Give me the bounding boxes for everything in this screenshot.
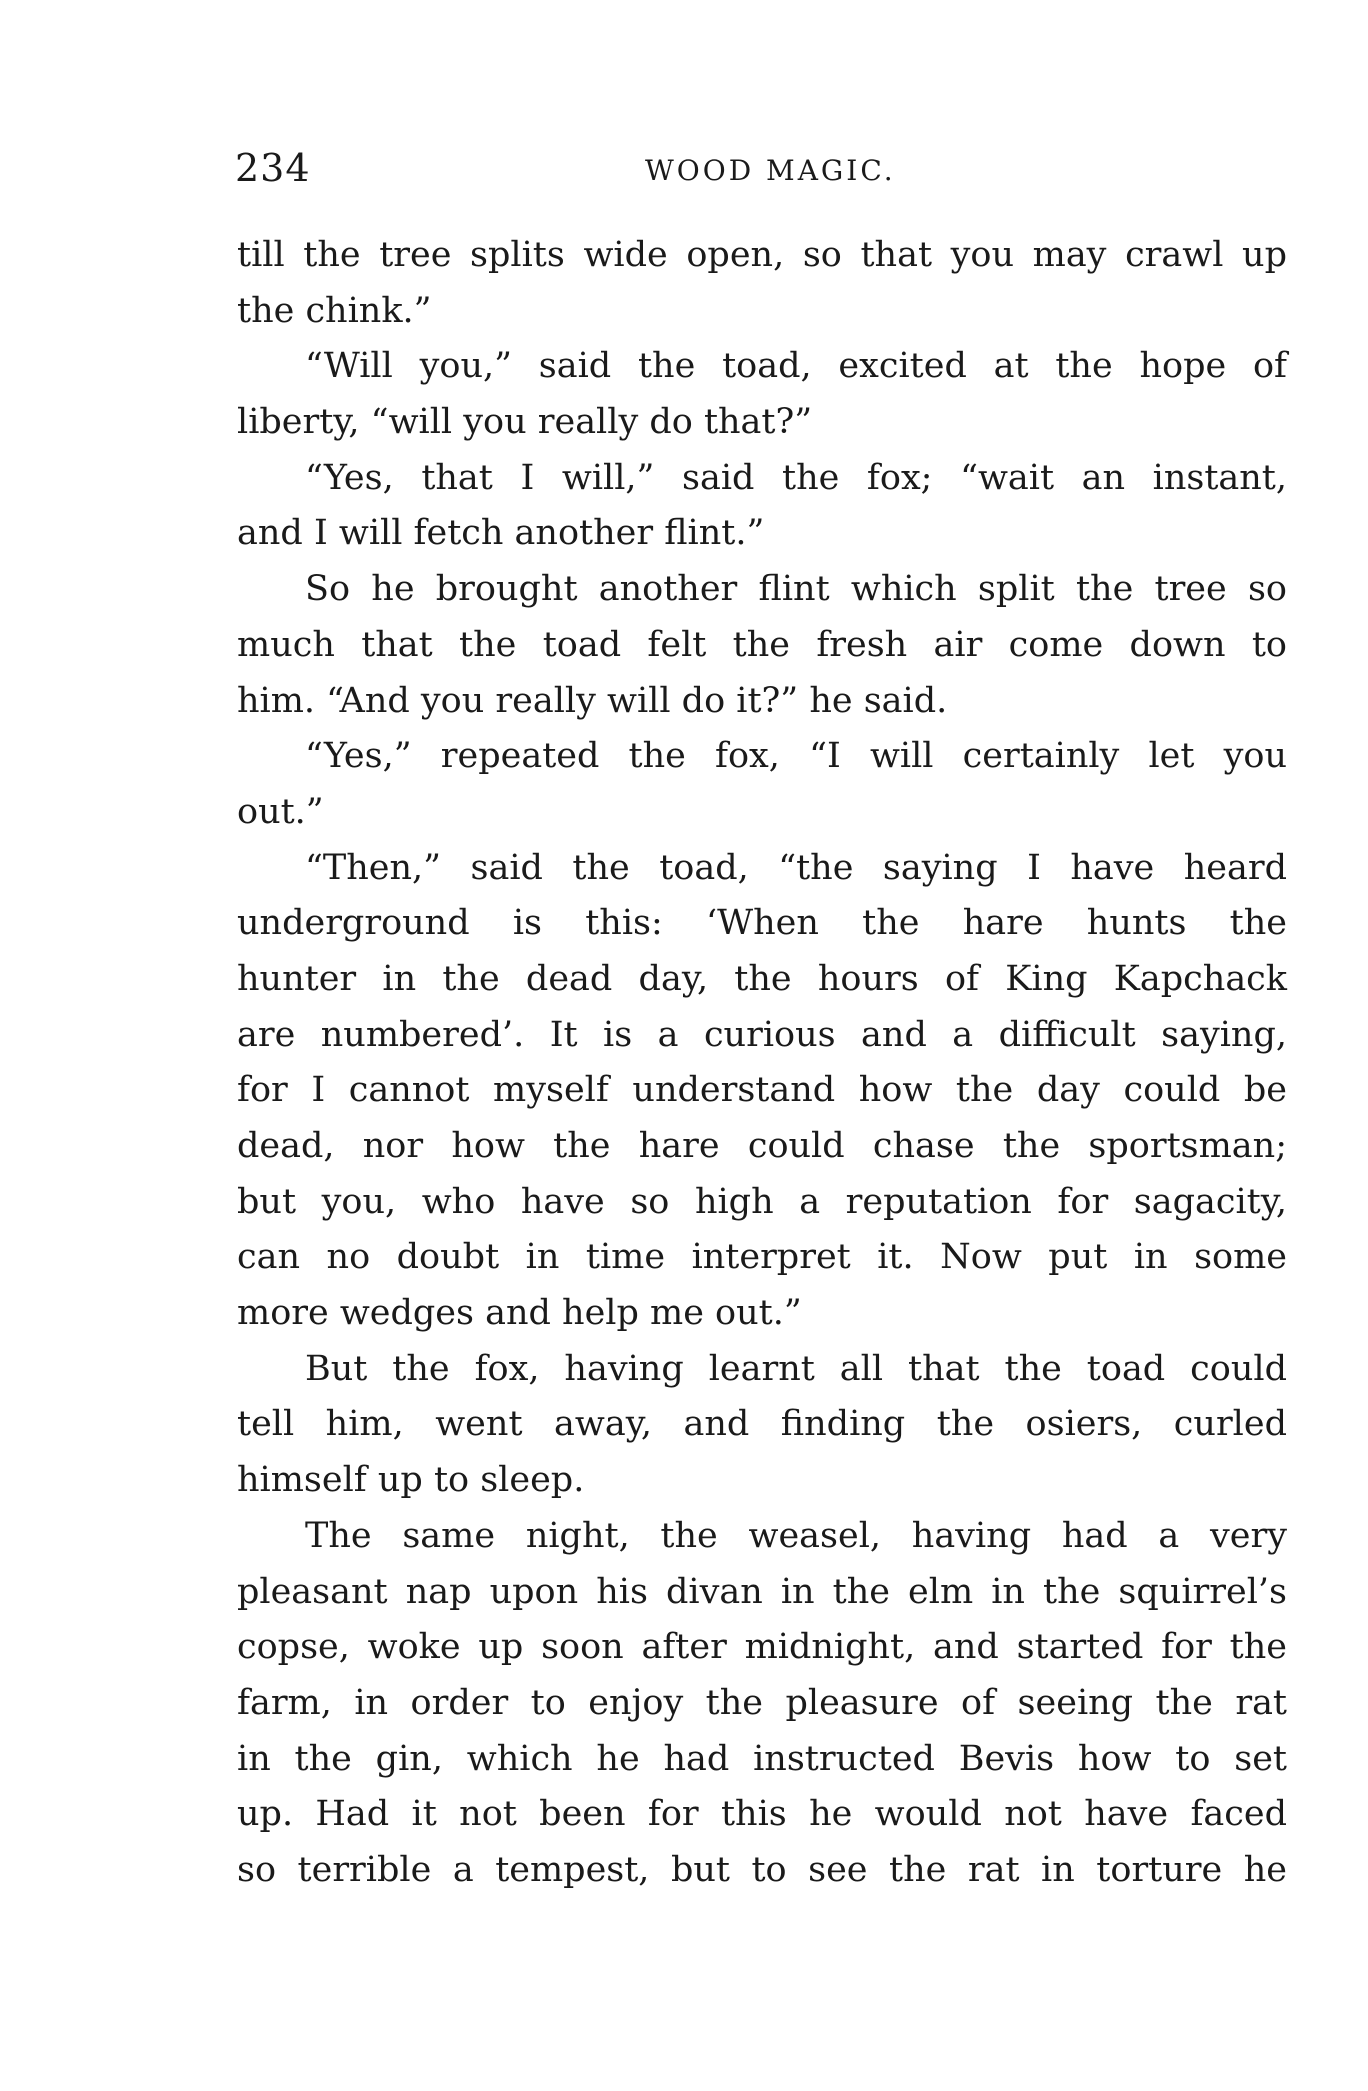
- text-line: up. Had it not been for this he would not have faced: [237, 1794, 1287, 1835]
- text-line: and I will fetch another flint.”: [237, 513, 765, 554]
- text-line: But the fox, having learnt all that the toad could: [305, 1348, 1287, 1389]
- text-line: So he brought another flint which split the tree so: [305, 569, 1287, 610]
- text-line: the chink.”: [237, 290, 432, 331]
- text-line: till the tree splits wide open, so that you may crawl up: [237, 235, 1287, 275]
- text-line: underground is this: ‘When the hare hunts the: [237, 903, 1287, 944]
- text-line: pleasant nap upon his divan in the elm in the squirrel’s: [237, 1571, 1287, 1612]
- text-line: “Yes, that I will,” said the fox; “wait an instant,: [305, 457, 1287, 498]
- body-text: [237, 228, 1287, 1899]
- page-number: 234: [235, 146, 311, 190]
- text-line: can no doubt in time interpret it. Now put in some: [237, 1237, 1287, 1278]
- text-line: are numbered’. It is a curious and a difficult saying,: [237, 1014, 1287, 1055]
- text-line: much that the toad felt the fresh air come down to: [237, 624, 1287, 665]
- text-line: more wedges and help me out.”: [237, 1293, 802, 1334]
- text-line: “Then,” said the toad, “the saying I have heard: [305, 847, 1287, 888]
- text-line: dead, nor how the hare could chase the sportsman;: [237, 1126, 1287, 1166]
- text-line: so terrible a tempest, but to see the rat in torture he: [237, 1849, 1287, 1890]
- text-line: but you, who have so high a reputation for sagacity,: [237, 1181, 1287, 1222]
- text-line: out.”: [237, 791, 324, 832]
- running-title: WOOD MAGIC.: [645, 154, 896, 187]
- text-line: himself up to sleep.: [237, 1460, 585, 1501]
- text-line: liberty, “will you really do that?”: [237, 402, 813, 443]
- text-line: in the gin, which he had instructed Bevis how to set: [237, 1738, 1287, 1779]
- text-line: tell him, went away, and finding the osiers, curled: [237, 1404, 1287, 1445]
- text-line: him. “And you really will do it?” he said.: [237, 680, 948, 721]
- running-head: [235, 146, 1285, 196]
- text-line: for I cannot myself understand how the day could be: [237, 1070, 1287, 1111]
- text-line: farm, in order to enjoy the pleasure of seeing the rat: [237, 1682, 1287, 1723]
- text-line: copse, woke up soon after midnight, and started for the: [237, 1627, 1287, 1668]
- text-line: “Will you,” said the toad, excited at the hope of: [305, 346, 1287, 387]
- text-line: hunter in the dead day, the hours of King Kapchack: [237, 958, 1287, 999]
- text-line: “Yes,” repeated the fox, “I will certainly let you: [305, 736, 1287, 777]
- text-line: The same night, the weasel, having had a very: [305, 1515, 1287, 1556]
